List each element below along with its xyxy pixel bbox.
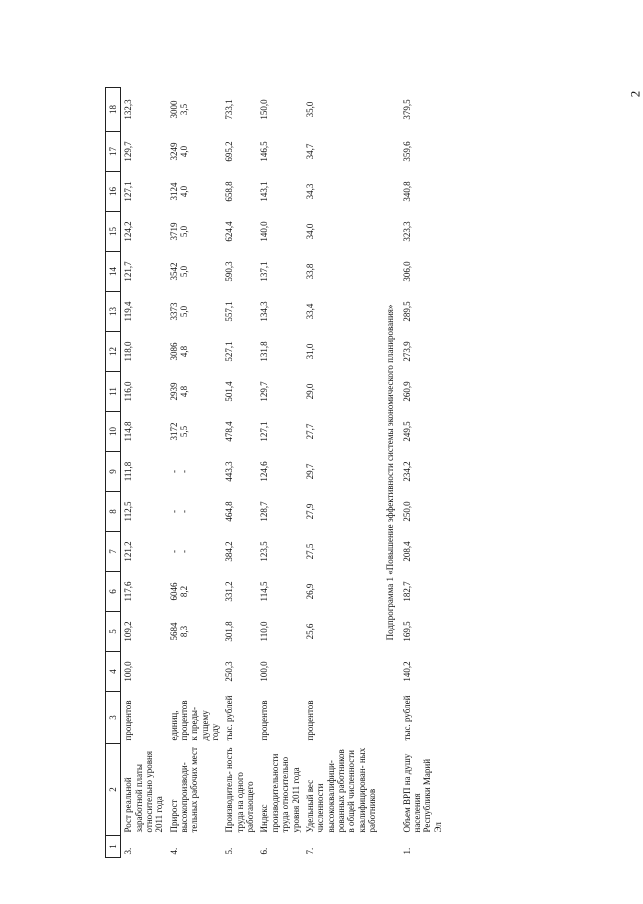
column-header: 7 bbox=[106, 532, 121, 572]
cell-value: 3086 4,8 bbox=[168, 342, 190, 361]
cell-value: 695,2 bbox=[224, 141, 235, 162]
cell-name: Удельный вес численности высококвалифици- рованных работников в общей численности квалифицирован- ных работников bbox=[304, 747, 377, 833]
cell-value: 31,0 bbox=[304, 343, 315, 360]
subprogram-title: Подпрограмма 1 «Повышение эффективности системы экономического планирования» bbox=[385, 304, 396, 641]
column-header: 1 bbox=[106, 836, 121, 858]
cell-value: 110,0 bbox=[259, 621, 270, 642]
page-number: 2 bbox=[627, 90, 643, 98]
column-header: 10 bbox=[106, 412, 121, 452]
cell-value: 127,1 bbox=[259, 421, 270, 442]
cell-value: 249,5 bbox=[401, 421, 412, 442]
cell-value: 27,7 bbox=[304, 423, 315, 440]
cell-value: 134,3 bbox=[259, 301, 270, 322]
cell-value: 208,4 bbox=[401, 541, 412, 562]
cell-value bbox=[303, 652, 379, 692]
cell-value: 29,0 bbox=[304, 383, 315, 400]
cell-value: 289,5 bbox=[401, 301, 412, 322]
table-row bbox=[257, 88, 302, 858]
cell-value: 2939 4,8 bbox=[168, 382, 190, 401]
column-header: 4 bbox=[106, 652, 121, 692]
cell-value: 3249 4,0 bbox=[168, 142, 190, 161]
column-header: 2 bbox=[106, 744, 121, 836]
cell-value: 118,0 bbox=[123, 341, 134, 362]
cell-value: 100,0 bbox=[123, 661, 134, 682]
column-header: 13 bbox=[106, 292, 121, 332]
cell-value: 100,0 bbox=[259, 661, 270, 682]
column-header: 17 bbox=[106, 132, 121, 172]
cell-value: 323,3 bbox=[401, 221, 412, 242]
cell-value: 478,4 bbox=[224, 421, 235, 442]
cell-value: 129,7 bbox=[259, 381, 270, 402]
column-header: 15 bbox=[106, 212, 121, 252]
column-header: 3 bbox=[106, 692, 121, 744]
cell-value: 464,8 bbox=[224, 501, 235, 522]
cell-value: 384,2 bbox=[224, 541, 235, 562]
table-row bbox=[303, 88, 379, 858]
cell-name: Объем ВРП на душу населения Республики Марий Эл bbox=[401, 753, 443, 833]
cell-value: 340,8 bbox=[401, 181, 412, 202]
cell-value: 527,1 bbox=[224, 341, 235, 362]
column-header: 16 bbox=[106, 172, 121, 212]
column-header: 11 bbox=[106, 372, 121, 412]
cell-name: Индекс производительности труда относительно уровня 2011 года bbox=[259, 753, 301, 833]
cell-value: 658,8 bbox=[224, 181, 235, 202]
column-header: 6 bbox=[106, 572, 121, 612]
cell-value: 33,4 bbox=[304, 303, 315, 320]
cell-value: 124,2 bbox=[123, 221, 134, 242]
cell-value: 169,5 bbox=[401, 621, 412, 642]
cell-value: 379,5 bbox=[401, 99, 412, 120]
cell-num: 1. bbox=[401, 847, 412, 855]
cell-value: 3172 5,5 bbox=[168, 422, 190, 441]
table-row bbox=[400, 88, 445, 858]
cell-value: 140,0 bbox=[259, 221, 270, 242]
cell-value: 109,2 bbox=[123, 621, 134, 642]
cell-value: 3373 5,0 bbox=[168, 302, 190, 321]
cell-value: 119,4 bbox=[123, 301, 134, 322]
cell-value: 143,1 bbox=[259, 181, 270, 202]
cell-num: 4. bbox=[168, 847, 179, 855]
column-header: 8 bbox=[106, 492, 121, 532]
cell-value: 306,0 bbox=[401, 261, 412, 282]
cell-unit: единиц, процентов к преды- дущему году bbox=[168, 700, 221, 741]
cell-value: 557,1 bbox=[224, 301, 235, 322]
cell-name: Рост реальной заработной платы относительно уровня 2011 года bbox=[123, 751, 165, 833]
cell-value: 35,0 bbox=[304, 101, 315, 118]
cell-value: 34,7 bbox=[304, 143, 315, 160]
cell-unit: тыс. рублей bbox=[401, 695, 412, 741]
cell-value: 131,8 bbox=[259, 341, 270, 362]
cell-unit: процентов bbox=[259, 700, 270, 741]
column-header: 14 bbox=[106, 252, 121, 292]
cell-value: 137,1 bbox=[259, 261, 270, 282]
cell-value: - - bbox=[168, 510, 190, 513]
cell-value: 6046 8,2 bbox=[168, 582, 190, 601]
cell-name: Производитель- ность труда на одного работающего bbox=[224, 747, 256, 833]
column-header: 18 bbox=[106, 88, 121, 132]
cell-value: 34,0 bbox=[304, 223, 315, 240]
cell-value: 33,8 bbox=[304, 263, 315, 280]
cell-value: 3542 5,0 bbox=[168, 262, 190, 281]
table-row bbox=[167, 88, 223, 858]
cell-value: 260,9 bbox=[401, 381, 412, 402]
cell-value: 301,8 bbox=[224, 621, 235, 642]
cell-unit: тыс. рублей bbox=[224, 695, 235, 741]
cell-value: 112,5 bbox=[123, 501, 134, 522]
cell-num: 3. bbox=[123, 847, 134, 855]
cell-value: 359,6 bbox=[401, 141, 412, 162]
cell-num: 5. bbox=[224, 847, 235, 855]
cell-unit: процентов bbox=[304, 700, 315, 741]
cell-value: 116,0 bbox=[123, 381, 134, 402]
cell-value: 3719 5,0 bbox=[168, 222, 190, 241]
cell-value: - - bbox=[168, 550, 190, 553]
cell-value: 150,0 bbox=[259, 99, 270, 120]
cell-value: 129,7 bbox=[123, 141, 134, 162]
cell-value: 26,9 bbox=[304, 583, 315, 600]
cell-value: 182,7 bbox=[401, 581, 412, 602]
column-header: 9 bbox=[106, 452, 121, 492]
cell-value: 273,9 bbox=[401, 341, 412, 362]
column-header: 5 bbox=[106, 612, 121, 652]
cell-value: 140,2 bbox=[401, 661, 412, 682]
indicators-table bbox=[105, 87, 445, 858]
cell-name: Прирост высокопроизводи- тельных рабочих мест bbox=[168, 747, 200, 833]
cell-value: 27,9 bbox=[304, 503, 315, 520]
cell-value bbox=[167, 652, 223, 692]
cell-num: 7. bbox=[304, 847, 315, 855]
cell-value: 624,4 bbox=[224, 221, 235, 242]
table-row bbox=[121, 88, 167, 858]
cell-value: 114,8 bbox=[123, 421, 134, 442]
table-row bbox=[222, 88, 257, 858]
cell-value: 250,0 bbox=[401, 501, 412, 522]
cell-value: 117,6 bbox=[123, 581, 134, 602]
cell-value: 590,3 bbox=[224, 261, 235, 282]
cell-value: 146,5 bbox=[259, 141, 270, 162]
cell-value: - - bbox=[168, 470, 190, 473]
column-header: 12 bbox=[106, 332, 121, 372]
cell-value: 3000 3,5 bbox=[168, 100, 190, 119]
cell-value: 114,5 bbox=[259, 581, 270, 602]
cell-value: 27,5 bbox=[304, 543, 315, 560]
cell-value: 123,5 bbox=[259, 541, 270, 562]
cell-num: 6. bbox=[259, 847, 270, 855]
cell-value: 5684 8,3 bbox=[168, 622, 190, 641]
cell-value: 124,6 bbox=[259, 461, 270, 482]
cell-value: 234,2 bbox=[401, 461, 412, 482]
cell-value: 127,1 bbox=[123, 181, 134, 202]
header-row bbox=[106, 88, 121, 858]
cell-value: 331,2 bbox=[224, 581, 235, 602]
cell-value: 34,3 bbox=[304, 183, 315, 200]
cell-unit: процентов bbox=[123, 700, 134, 741]
rotated-table-container bbox=[105, 88, 515, 858]
cell-value: 3124 4,0 bbox=[168, 182, 190, 201]
cell-value: 132,3 bbox=[123, 99, 134, 120]
cell-value: 121,2 bbox=[123, 541, 134, 562]
cell-value: 29,7 bbox=[304, 463, 315, 480]
cell-value: 501,4 bbox=[224, 381, 235, 402]
cell-value: 443,3 bbox=[224, 461, 235, 482]
cell-value: 25,6 bbox=[304, 623, 315, 640]
cell-value: 121,7 bbox=[123, 261, 134, 282]
subprogram-row bbox=[379, 88, 399, 858]
cell-value: 733,1 bbox=[224, 99, 235, 120]
cell-value: 128,7 bbox=[259, 501, 270, 522]
cell-value: 250,3 bbox=[224, 661, 235, 682]
cell-value: 111,8 bbox=[123, 461, 134, 482]
